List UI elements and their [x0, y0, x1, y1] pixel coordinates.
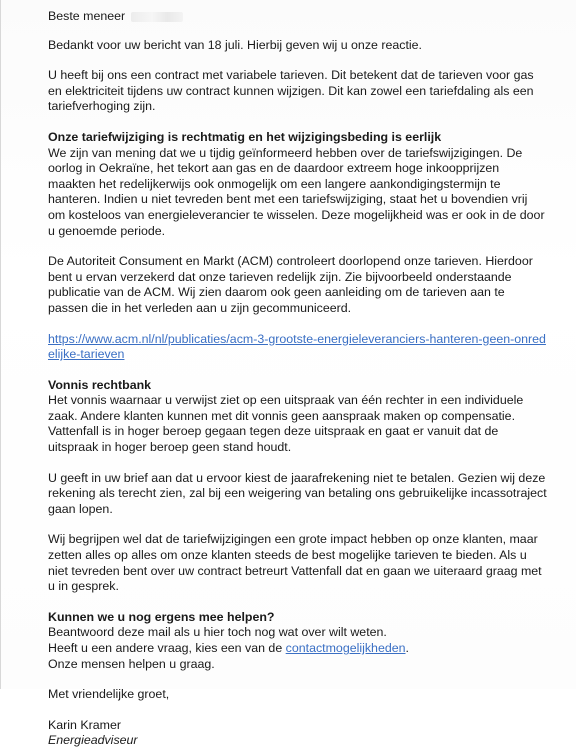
impact-paragraph: Wij begrijpen wel dat de tariefwijzigingen een grote impact hebben op onze klanten, maar zetten alles op alles om onze klanten steeds de best mogelijke tarieven te bieden. Als u niet tevreden bent over uw contract betreurt Vattenfall dat en gaan we uiteraard graag met u in gesprek.: [48, 532, 542, 594]
contact-options-link[interactable]: contactmogelijkheden: [285, 641, 406, 655]
help-line-2: [48, 641, 548, 657]
redacted-name: [131, 12, 183, 22]
contract-paragraph: U heeft bij ons een contract met variabele tarieven. Dit betekent dat de tarieven voor gas en elektriciteit tijdens uw contract kunnen wijzigen. Dit kan zowel een tariefdaling als een tariefverhoging zijn.: [48, 68, 534, 114]
acm-paragraph: De Autoriteit Consument en Markt (ACM) controleert doorlopend onze tarieven. Hierdoor bent u ervan verzekerd dat onze tarieven redelijk zijn. Zie bijvoorbeeld onderstaande publicatie van de ACM. Wij zien daarom ook geen aanleiding om de tarieven aan te passen die in het verleden aan u zijn gecommuniceerd.: [48, 254, 533, 315]
salutation-line: [48, 9, 548, 25]
help-line-1: Beantwoord deze mail als u hier toch nog wat over wilt weten.: [48, 625, 387, 640]
verdict-paragraph: Het vonnis waarnaar u verwijst ziet op een uitspraak van één rechter in een individuele zaak. Andere klanten kunnen met dit vonnis geen aanspraak maken op compensatie. Vattenfall is in hoger beroep gegaan tegen deze uitspraak en gaat er vanuit dat de uitspraak in hoger beroep geen stand houdt.: [48, 393, 524, 455]
section-heading-tariff: Onze tariefwijziging is rechtmatig en het wijzigingsbeding is eerlijk: [48, 129, 442, 144]
closing-line: Met vriendelijke groet,: [48, 687, 170, 702]
help-line-2-prefix: Heeft u een andere vraag, kies een van de: [48, 641, 286, 655]
help-line-3: Onze mensen helpen u graag.: [48, 656, 215, 671]
salutation: Beste meneer: [48, 9, 126, 23]
signature-role: Energieadviseur: [48, 733, 138, 748]
section-heading-verdict: Vonnis rechtbank: [48, 377, 152, 392]
acm-publication-link[interactable]: https://www.acm.nl/nl/publicaties/acm-3-grootste-energieleveranciers-hanteren-geen-onredelijke-tarieven: [48, 331, 546, 362]
section-heading-help: Kunnen we u nog ergens mee helpen?: [48, 609, 275, 624]
tariff-paragraph: We zijn van mening dat we u tijdig geïnformeerd hebben over de tariefswijzigingen. De oorlog in Oekraïne, het tekort aan gas en de daardoor extreem hoge inkoopprijzen maakten het redelijkerwijs ook onmogelijk om een langere aankondigingstermijn te hanteren. Indien u niet tevreden bent met een tariefswijziging, staat het u bovendien vrij om kosteloos van energieleverancier te wisselen. Deze mogelijkheid was er ook in de door u genoemde periode.: [48, 145, 545, 238]
signature-name: Karin Kramer: [48, 717, 121, 732]
letter-body: [48, 9, 548, 749]
help-line-2-suffix: .: [405, 641, 409, 655]
payment-paragraph: U geeft in uw brief aan dat u ervoor kiest de jaarafrekening niet te betalen. Gezien wij deze rekening als terecht zien, zal bij een weigering van betaling ons gebruikelijke incassotraject gaan lopen.: [48, 470, 547, 516]
intro-paragraph: Bedankt voor uw bericht van 18 juli. Hierbij geven wij u onze reactie.: [48, 37, 422, 52]
acm-link-line: [48, 332, 548, 363]
